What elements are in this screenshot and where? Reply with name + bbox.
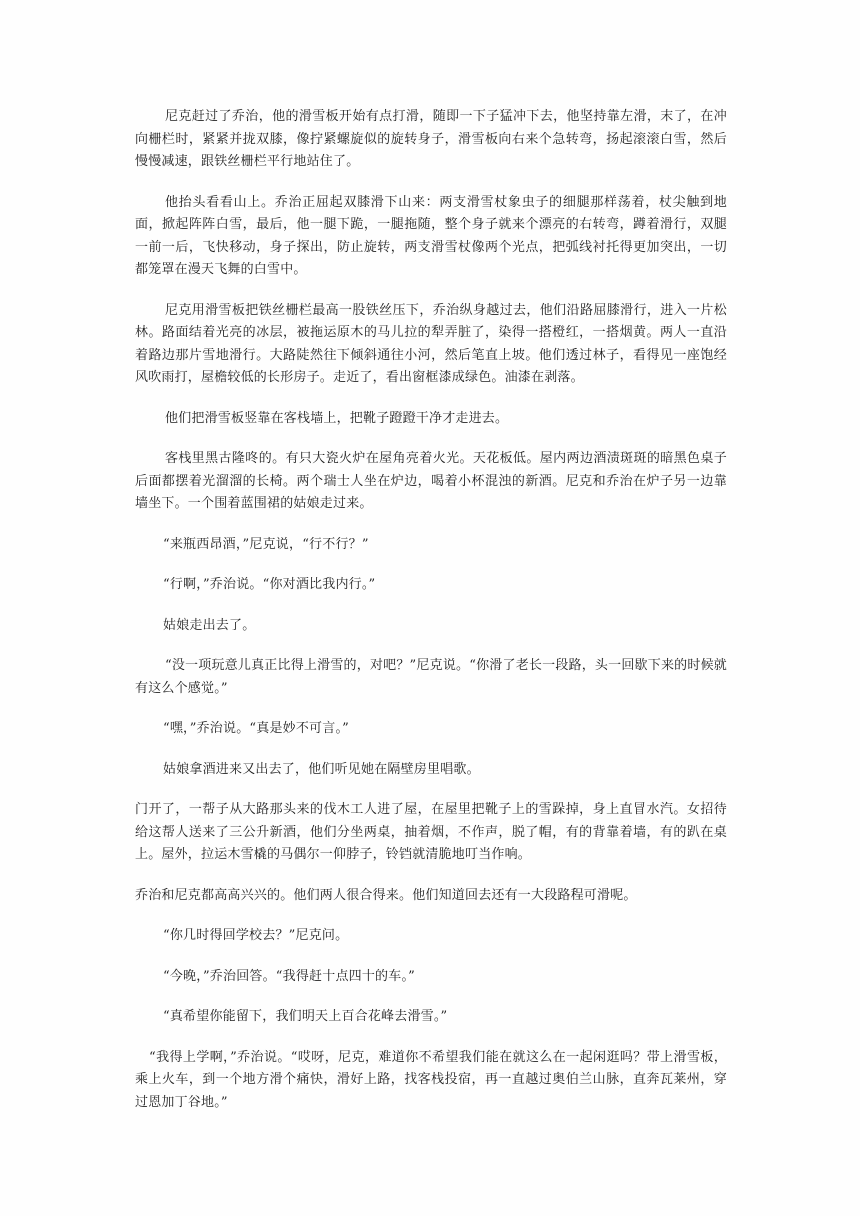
paragraph-3: 尼克用滑雪板把铁丝栅栏最高一股铁丝压下，乔治纵身越过去，他们沿路屈膝滑行，进入一片松林。路面结着光亮的冰层，被拖运原木的马儿拉的犁弄脏了，染得一搭橙红，一搭烟黄。两人一直沿着路边那片雪地滑行。大路陡然往下倾斜通往小河，然后笔直上坡。他们透过林子，看得见一座饱经风吹雨打，屋檐较低的长形房子。走近了，看出窗框漆成绿色。油漆在剥落。 (135, 302, 727, 385)
dialogue-1: “来瓶西昂酒，”尼克说，“行不行？” (163, 536, 369, 552)
dialogue-6: “你几时得回学校去？”尼克问。 (163, 928, 349, 943)
dialogue-2: “行啊，”乔治说。“你对酒比我内行。” (163, 577, 376, 592)
paragraph-4: 他们把滑雪板竖靠在客栈墙上，把靴子蹬蹬干净才走进去。 (165, 410, 509, 426)
paragraph-8: 乔治和尼克都高高兴兴的。他们两人很合得来。他们知道回去还有一大段路程可滑呢。 (135, 887, 637, 903)
article-body (135, 106, 727, 1132)
paragraph-2: 他抬头看看山上。乔治正屈起双膝滑下山来：两支滑雪杖象虫子的细腿那样荡着，杖尖触到地面，掀起阵阵白雪，最后，他一腿下跪，一腿拖随，整个身子就来个漂亮的右转弯，蹲着滑行，双腿一前一后，飞快移动，身子探出，防止旋转，两支滑雪杖像两个光点，把弧线衬托得更加突出，一切都笼罩在漫天飞舞的白雪中。 (135, 194, 727, 277)
dialogue-4: “嘿，”乔治说。“真是妙不可言。” (163, 721, 349, 736)
paragraph-5: 客栈里黑古隆咚的。有只大瓷火炉在屋角亮着火光。天花板低。屋内两边酒渍斑斑的暗黑色桌子后面都摆着光溜溜的长椅。两个瑞士人坐在炉边，喝着小杯混浊的新酒。尼克和乔治在炉子另一边靠墙坐下。一个围着蓝围裙的姑娘走过来。 (135, 451, 727, 511)
dialogue-8: “真希望你能留下，我们明天上百合花峰去滑雪。” (163, 1009, 448, 1024)
dialogue-7: “今晚，”乔治回答。“我得赶十点四十的车。” (163, 968, 415, 984)
dialogue-3: 姑娘走出去了。 (163, 617, 256, 633)
paragraph-6: “没一项玩意儿真正比得上滑雪的，对吧？”尼克说。“你滑了老长一段路，头一回歇下来的时候就有这么个感觉。” (135, 658, 727, 696)
dialogue-5: 姑娘拿酒进来又出去了，他们听见她在隔壁房里唱歌。 (163, 761, 480, 777)
paragraph-9: “我得上学啊，”乔治说。“哎呀，尼克，难道你不希望我们能在就这么在一起闲逛吗？带上滑雪板，乘上火车，到一个地方滑个痛快，滑好上路，找客栈投宿，再一直越过奥伯兰山脉，直奔瓦莱州，穿过恩加丁谷地。” (135, 1049, 727, 1110)
paragraph-7: 门开了，一帮子从大路那头来的伐木工人进了屋，在屋里把靴子上的雪跺掉，身上直冒水汽。女招待给这帮人送来了三公升新酒，他们分坐两桌，抽着烟，不作声，脱了帽，有的背靠着墙，有的趴在桌上。屋外，拉运木雪橇的马偶尔一仰脖子，铃铛就清脆地叮当作响。 (135, 802, 727, 862)
paragraph-1: 尼克赶过了乔治，他的滑雪板开始有点打滑，随即一下子猛冲下去，他坚持靠左滑，末了，在冲向栅栏时，紧紧并拢双膝，像拧紧螺旋似的旋转身子，滑雪板向右来个急转弯，扬起滚滚白雪，然后慢慢减速，跟铁丝栅栏平行地站住了。 (135, 109, 727, 169)
